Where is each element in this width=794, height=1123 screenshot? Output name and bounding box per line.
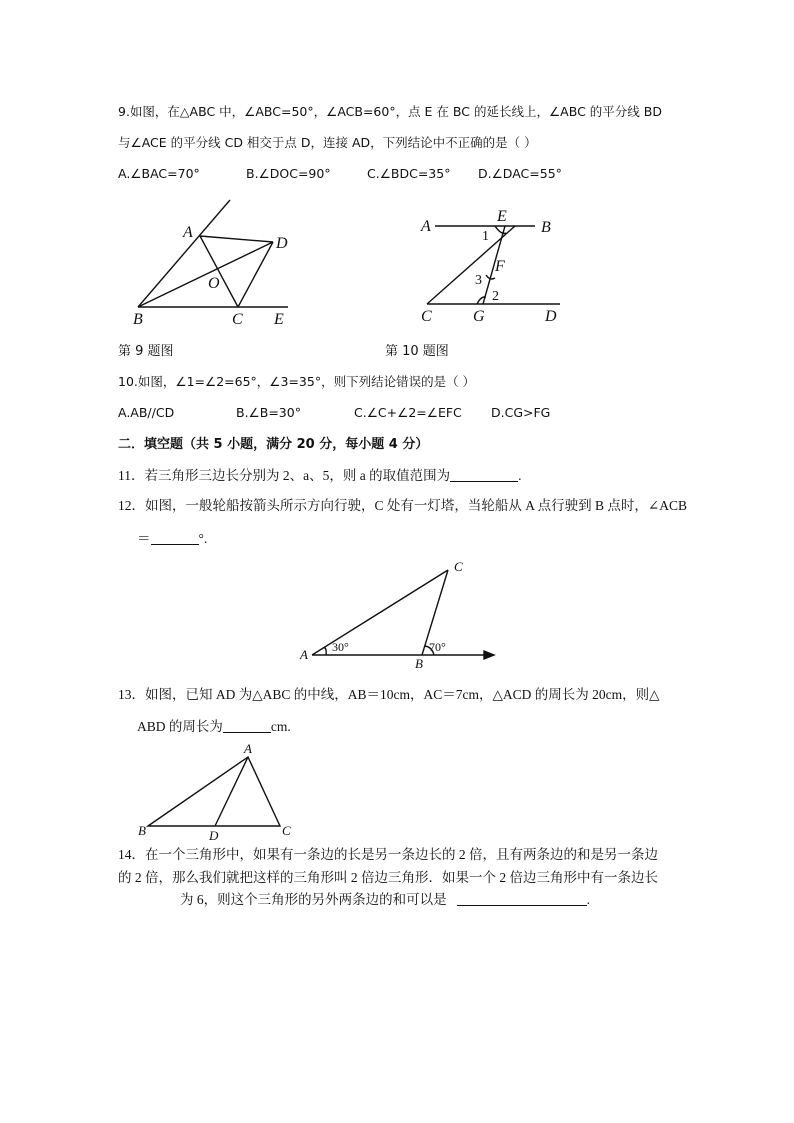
label-b: B bbox=[415, 656, 423, 671]
q10-option-c: C.∠C+∠2=∠EFC bbox=[354, 405, 462, 420]
label-e: E bbox=[274, 311, 284, 328]
label-e: E bbox=[497, 208, 507, 225]
q12-stem-line1: 12．如图，一般轮船按箭头所示方向行驶，C 处有一灯塔，当轮船从 A 点行驶到 B 点时，∠ACB bbox=[118, 498, 687, 513]
label-a: A bbox=[244, 741, 252, 756]
q12-stem-line2 bbox=[137, 532, 207, 546]
label-a: A bbox=[183, 224, 193, 241]
q10-stem: 10.如图，∠1=∠2=65°，∠3=35°，则下列结论错误的是（ ） bbox=[118, 374, 476, 389]
q14-text: 为 6，则这个三角形的另外两条边的和可以是 bbox=[180, 892, 447, 907]
q9-option-c: C.∠BDC=35° bbox=[367, 166, 451, 181]
label-g: G bbox=[473, 308, 485, 325]
figure-10-caption: 第 10 题图 bbox=[385, 344, 449, 359]
segment-cd bbox=[238, 242, 273, 307]
q14-end: . bbox=[586, 892, 590, 907]
section-2-heading: 二．填空题（共 5 小题，满分 20 分，每小题 4 分） bbox=[118, 437, 429, 452]
segment-ac bbox=[200, 236, 238, 307]
q9-option-d: D.∠DAC=55° bbox=[478, 166, 562, 181]
label-angle-2: 2 bbox=[492, 289, 499, 304]
q13-answer-blank[interactable] bbox=[223, 720, 271, 733]
label-o: O bbox=[208, 275, 220, 292]
label-d: D bbox=[276, 235, 288, 252]
direction-arrowhead bbox=[484, 651, 494, 659]
q11-text: 11．若三角形三边长分别为 2、a、5，则 a 的取值范围为 bbox=[118, 468, 451, 483]
label-f: F bbox=[495, 258, 505, 275]
label-angle-30: 30° bbox=[332, 640, 349, 654]
label-c: C bbox=[454, 559, 463, 574]
label-angle-70: 70° bbox=[429, 640, 446, 654]
label-d: D bbox=[545, 308, 557, 325]
label-b: B bbox=[133, 311, 143, 328]
q14-answer-blank[interactable] bbox=[457, 893, 587, 906]
q14-line2: 的 2 倍，那么我们就把这样的三角形叫 2 倍边三角形．如果一个 2 倍边三角形中有一条边长 bbox=[118, 870, 658, 885]
q11-line bbox=[118, 469, 521, 483]
q13-unit: cm. bbox=[270, 719, 291, 734]
segment-bd bbox=[138, 242, 273, 307]
q10-option-b: B.∠B=30° bbox=[236, 405, 301, 420]
q9-stem-line2: 与∠ACE 的平分线 CD 相交于点 D，连接 AD，下列结论中不正确的是（ ） bbox=[118, 135, 537, 150]
segment-ad bbox=[200, 236, 273, 242]
q13-stem-line1: 13．如图，已知 AD 为△ABC 的中线，AB＝10cm，AC＝7cm，△ACD 的周长为 20cm，则△ bbox=[118, 687, 660, 702]
q13-text: ABD 的周长为 bbox=[137, 719, 223, 734]
q9-stem-line1: 9.如图，在△ABC 中，∠ABC=50°，∠ACB=60°，点 E 在 BC 的延长线上，∠ABC 的平分线 BD bbox=[118, 104, 662, 119]
q12-answer-blank[interactable] bbox=[151, 532, 199, 545]
label-b: B bbox=[541, 219, 551, 236]
q14-line3 bbox=[180, 893, 590, 907]
label-angle-3: 3 bbox=[475, 273, 482, 288]
q14-line1: 14．在一个三角形中，如果有一条边的长是另一条边长的 2 倍，且有两条边的和是另一条边 bbox=[118, 847, 658, 862]
q13-stem-line2 bbox=[137, 720, 291, 734]
q9-option-a: A.∠BAC=70° bbox=[118, 166, 200, 181]
label-a: A bbox=[300, 647, 308, 662]
angle-a-arc bbox=[324, 647, 326, 655]
q12-degree-end: °. bbox=[198, 531, 208, 546]
label-c: C bbox=[421, 308, 432, 325]
triangle-abc bbox=[148, 757, 280, 826]
q10-option-a: A.AB//CD bbox=[118, 405, 175, 420]
q12-equals: ＝ bbox=[137, 531, 151, 546]
segment-ad bbox=[215, 757, 248, 826]
q9-option-b: B.∠DOC=90° bbox=[246, 166, 331, 181]
figure-13 bbox=[136, 740, 306, 845]
q10-option-d: D.CG>FG bbox=[491, 405, 551, 420]
label-c: C bbox=[232, 311, 243, 328]
label-b: B bbox=[138, 823, 146, 838]
label-d: D bbox=[209, 828, 219, 843]
q11-end: . bbox=[518, 468, 522, 483]
label-a: A bbox=[421, 218, 431, 235]
figure-9-caption: 第 9 题图 bbox=[118, 344, 174, 359]
q11-answer-blank[interactable] bbox=[450, 469, 518, 482]
label-angle-1: 1 bbox=[482, 229, 489, 244]
figure-9 bbox=[120, 190, 320, 340]
figure-10 bbox=[415, 205, 575, 325]
figure-12 bbox=[298, 558, 498, 671]
label-c: C bbox=[282, 823, 291, 838]
